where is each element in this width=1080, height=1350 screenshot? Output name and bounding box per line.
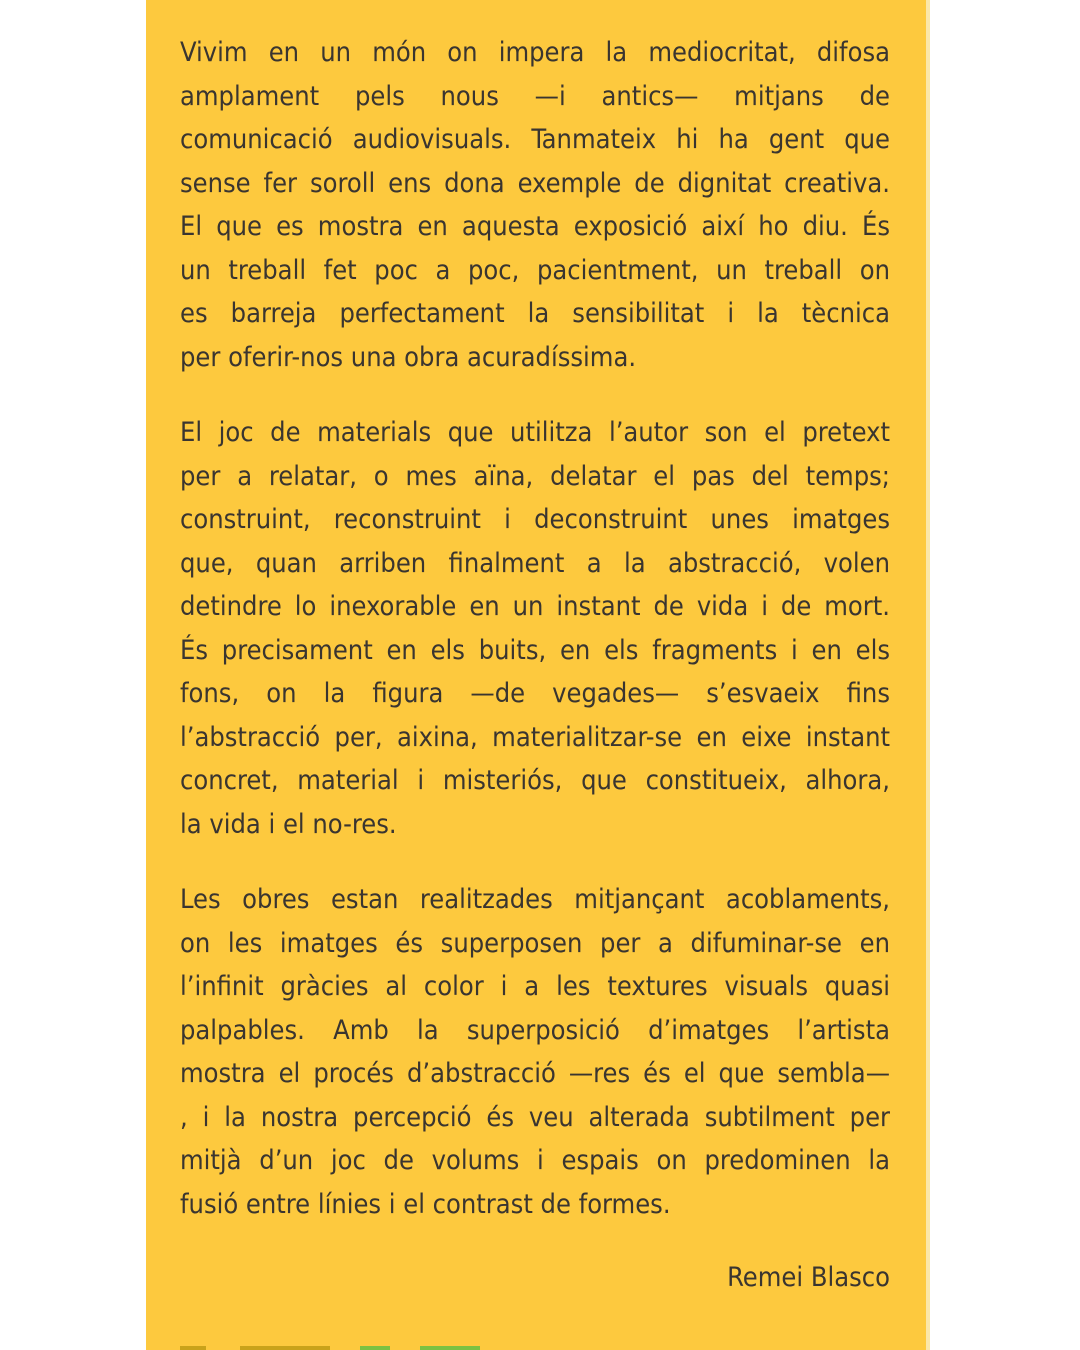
text-line: detindre lo inexorable en un instant de vida i de mort. xyxy=(180,591,890,622)
panel-edge xyxy=(926,0,930,1350)
text-line: per a relatar, o mes aïna, delatar el pas del temps; xyxy=(180,460,890,492)
paragraphs xyxy=(180,31,890,1226)
text-line: l’abstracció per, aixina, materialitzar-se en eixe instant xyxy=(180,721,890,753)
text-line: un treball fet poc a poc, pacientment, un treball on xyxy=(180,254,890,286)
text-line: Les obres estan realitzades mitjançant acoblaments, xyxy=(180,884,890,915)
text-line: la vida i el no-res. xyxy=(180,808,397,840)
text-panel xyxy=(146,0,930,1350)
strip-segment xyxy=(360,1346,390,1350)
text-line: palpables. Amb la superposició d’imatges l’artista xyxy=(180,1014,890,1046)
text-line: Vivim en un món on impera la mediocritat, difosa xyxy=(180,37,890,68)
text-line: comunicació audiovisuals. Tanmateix hi ha gent que xyxy=(180,124,890,155)
text-line: És precisament en els buits, en els fragments i en els xyxy=(180,634,890,666)
bottom-decorative-strip xyxy=(180,1346,480,1350)
text-line: l’infinit gràcies al color i a les textures visuals quasi xyxy=(180,971,890,1002)
text-line: sense fer soroll ens dona exemple de dignitat creativa. xyxy=(180,167,890,199)
paragraph-2 xyxy=(180,411,890,846)
text-line: El que es mostra en aquesta exposició així ho diu. És xyxy=(180,211,890,242)
text-line: fusió entre línies i el contrast de formes. xyxy=(180,1188,671,1220)
paragraph-3 xyxy=(180,878,890,1226)
text-line: construint, reconstruint i deconstruint unes imatges xyxy=(180,504,890,535)
text-line: on les imatges és superposen per a difuminar-se en xyxy=(180,927,890,959)
text-line: mitjà d’un joc de volums i espais on predominen la xyxy=(180,1145,890,1176)
strip-segment xyxy=(240,1346,330,1350)
text-line: que, quan arriben finalment a la abstracció, volen xyxy=(180,547,890,579)
text-line: mostra el procés d’abstracció —res és el que sembla— xyxy=(180,1058,890,1089)
text-line: fons, on la figura —de vegades— s’esvaeix fins xyxy=(180,678,890,709)
text-line: es barreja perfectament la sensibilitat i la tècnica xyxy=(180,298,890,329)
text-line: El joc de materials que utilitza l’autor son el pretext xyxy=(180,417,890,448)
text-line: amplament pels nous —i antics— mitjans de xyxy=(180,80,890,112)
paragraph-1 xyxy=(180,31,890,379)
text-line: concret, material i misteriós, que constitueix, alhora, xyxy=(180,765,890,796)
author-signature: Remei Blasco xyxy=(727,1262,890,1293)
text-line: , i la nostra percepció és veu alterada subtilment per xyxy=(180,1101,890,1133)
text-line: per oferir-nos una obra acuradíssima. xyxy=(180,341,637,373)
strip-segment xyxy=(180,1346,206,1350)
strip-segment xyxy=(420,1346,480,1350)
